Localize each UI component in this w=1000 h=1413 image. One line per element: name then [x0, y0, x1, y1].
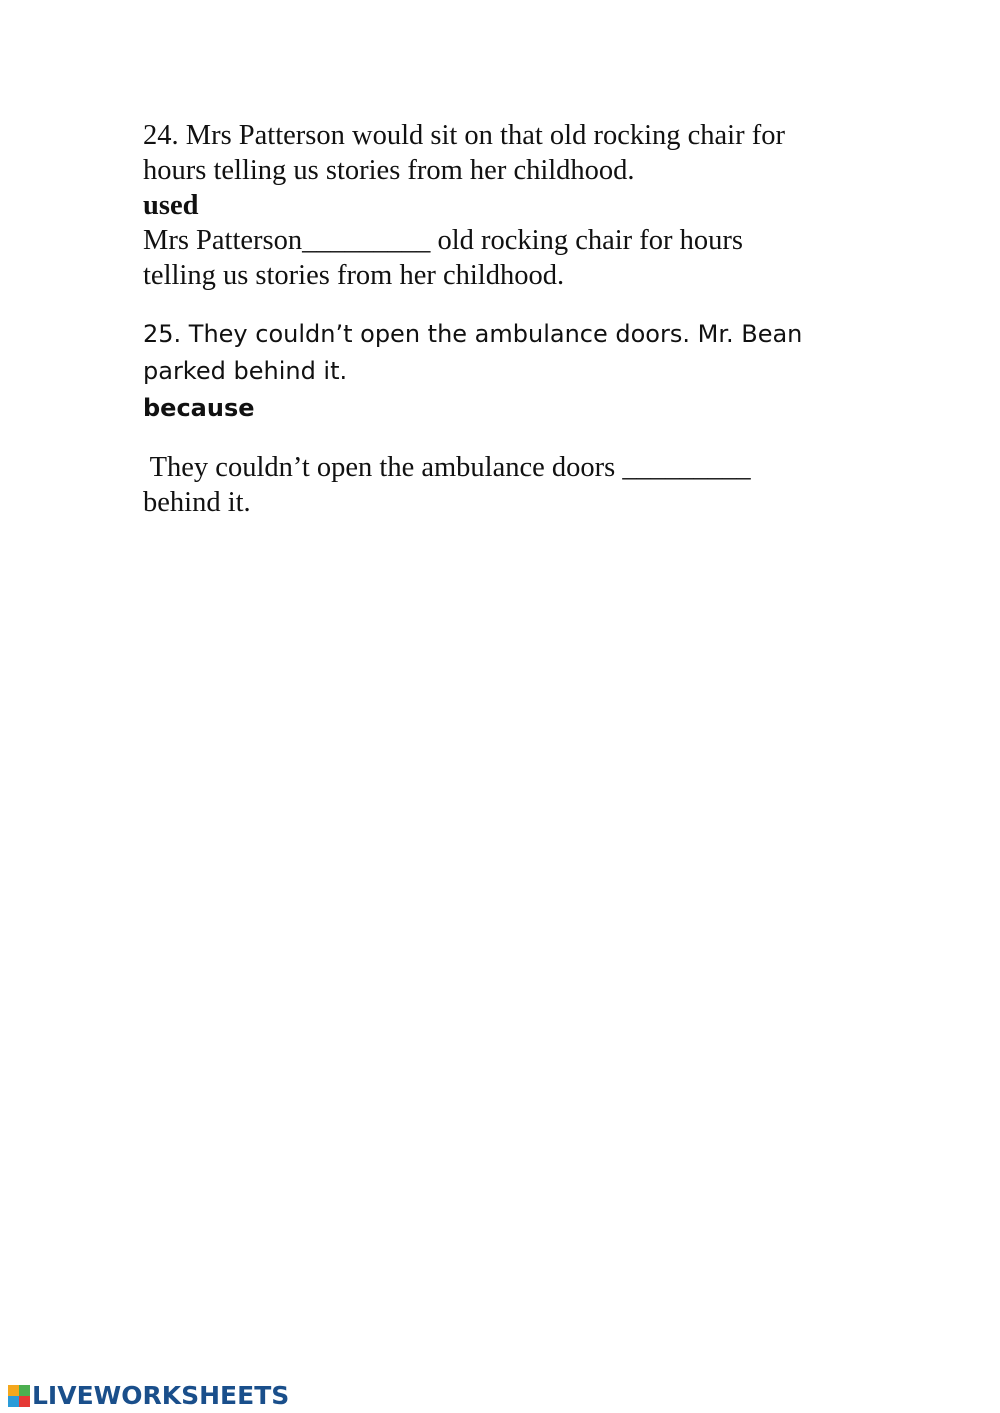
footer-logo — [8, 1381, 289, 1411]
question-25-line-2: parked behind it. — [143, 357, 348, 385]
question-25-line-1: 25. They couldn’t open the ambulance doors. Mr. Bean — [143, 320, 803, 348]
question-25-answer-line-1: They couldn’t open the ambulance doors _________ — [143, 452, 751, 483]
question-25-keyword: because — [143, 394, 255, 422]
question-24-keyword: used — [143, 190, 199, 221]
liveworksheets-logo-icon — [8, 1385, 30, 1407]
question-24-line-2: hours telling us stories from her childhood. — [143, 155, 635, 186]
question-25-answer-line-2: behind it. — [143, 487, 251, 518]
question-24-line-1: 24. Mrs Patterson would sit on that old rocking chair for — [143, 120, 785, 151]
question-24-answer-line-1: Mrs Patterson_________ old rocking chair for hours — [143, 225, 743, 256]
question-24-answer-line-2: telling us stories from her childhood. — [143, 260, 565, 291]
logo-text: LIVEWORKSHEETS — [32, 1381, 290, 1410]
